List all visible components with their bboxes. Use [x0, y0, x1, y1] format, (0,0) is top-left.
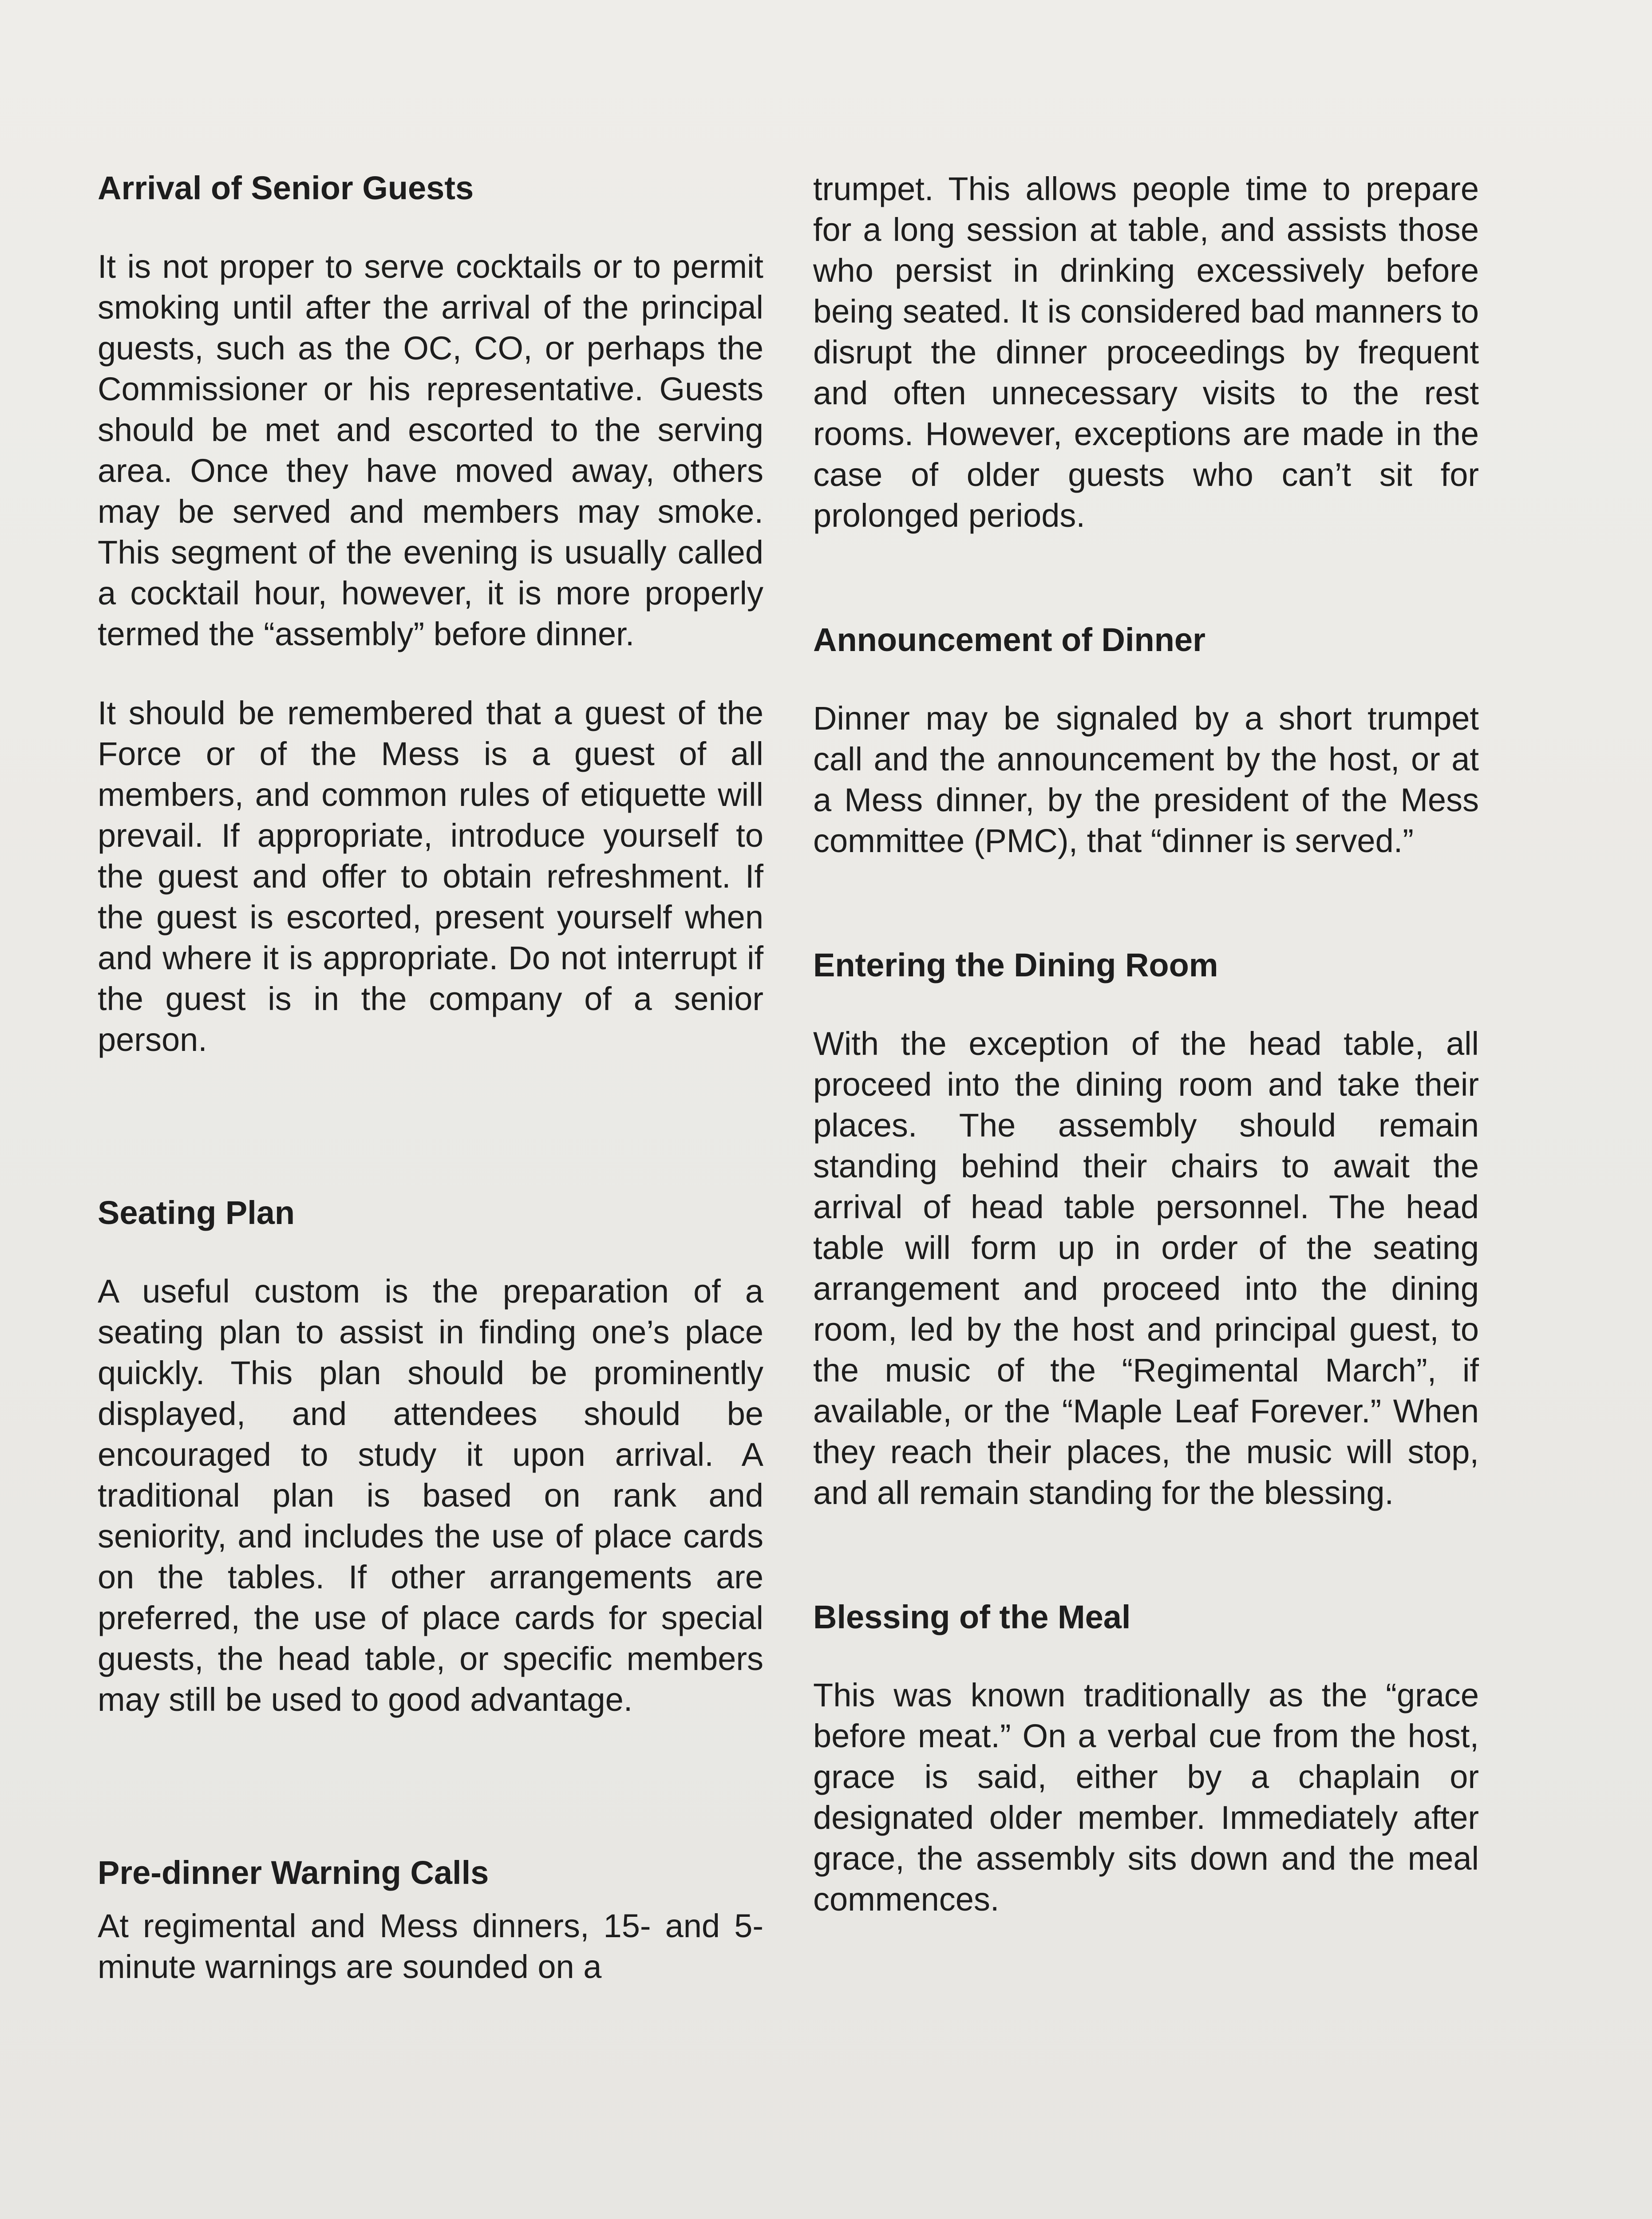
heading-blessing-of-the-meal: Blessing of the Meal	[813, 1598, 1131, 1635]
paragraph-warning-calls: At regimental and Mess dinners, 15- and 5-minute warnings are sounded on a	[98, 1907, 763, 1986]
paragraph-seating-plan: A useful custom is the preparation of a seating plan to assist in finding one’s place quickly. This plan should be prominently displayed, and attendees should be encouraged to study it upon arrival. A traditional plan is based on rank and seniority, and includes the use of place cards on the tables. If other arrangements are preferred, the use of place cards for special guests, the head table, or specific members may still be used to good advantage.	[98, 1272, 763, 1718]
heading-announcement-of-dinner: Announcement of Dinner	[813, 621, 1205, 658]
paragraph-announcement: Dinner may be signaled by a short trumpet call and the announcement by the host, or at a Mess dinner, by the president of the Mess committee (PMC), that “dinner is served.”	[813, 699, 1479, 859]
left-column	[98, 169, 763, 1987]
heading-seating-plan: Seating Plan	[98, 1194, 295, 1231]
paragraph-arrival-1: It is not proper to serve cocktails or to permit smoking until after the arrival of the principal guests, such as the OC, CO, or perhaps the Commissioner or his representative. Guests should be met and escorted to the serving area. Once they have moved away, others may be served and members may smoke. This segment of the evening is usually called a cocktail hour, however, it is more properly termed the “assembly” before dinner.	[98, 248, 763, 652]
heading-arrival-of-senior-guests: Arrival of Senior Guests	[98, 170, 474, 206]
paragraph-entering: With the exception of the head table, all proceed into the dining room and take their places. The assembly should remain standing behind their chairs to await the arrival of head table personnel. The head table will form up in order of the seating arrangement and proceed into the dining room, led by the host and principal guest, to the music of the “Regimental March”, if available, or the “Maple Leaf Forever.” When they reach their places, the music will stop, and all remain standing for the blessing.	[813, 1025, 1479, 1511]
heading-pre-dinner-warning-calls: Pre-dinner Warning Calls	[98, 1854, 489, 1891]
heading-entering-the-dining-room: Entering the Dining Room	[813, 946, 1218, 983]
paragraph-blessing: This was known traditionally as the “grace before meat.” On a verbal cue from the host, grace is said, either by a chaplain or designated older member. Immediately after grace, the assembly sits down and the meal commences.	[813, 1677, 1479, 1918]
paragraph-arrival-2: It should be remembered that a guest of the Force or of the Mess is a guest of all members, and common rules of etiquette will prevail. If appropriate, introduce yourself to the guest and offer to obtain refreshment. If the guest is escorted, present yourself when and where it is appropriate. Do not interrupt if the guest is in the company of a senior person.	[98, 694, 763, 1058]
paragraph-trumpet-continuation: trumpet. This allows people time to prepare for a long session at table, and assists those who persist in drinking excessively before being seated. It is considered bad manners to disrupt the dinner proceedings by frequent and often unnecessary visits to the rest rooms. However, exceptions are made in the case of older guests who can’t sit for prolonged periods.	[813, 170, 1479, 534]
right-column	[813, 169, 1479, 1920]
